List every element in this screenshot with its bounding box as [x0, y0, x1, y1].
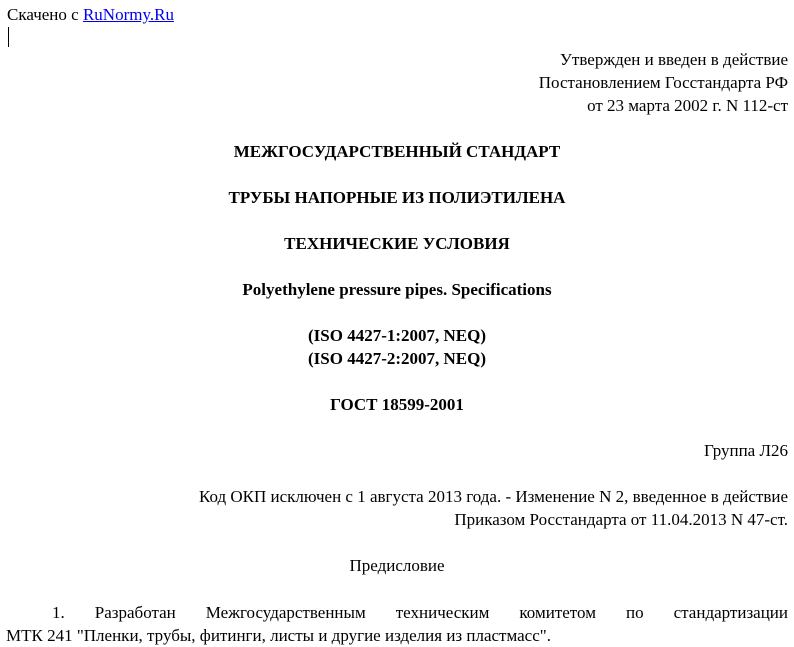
- iso-reference-2: (ISO 4427-2:2007, NEQ): [307, 349, 487, 368]
- standard-type-title: МЕЖГОСУДАРСТВЕННЫЙ СТАНДАРТ: [233, 142, 561, 161]
- standard-name-title: ТРУБЫ НАПОРНЫЕ ИЗ ПОЛИЭТИЛЕНА: [228, 188, 566, 207]
- foreword-item-1-line-1: 1. Разработан Межгосударственным техническим комитетом по стандартизации: [52, 603, 788, 622]
- okp-note-line-1: Код ОКП исключен с 1 августа 2013 года. - Изменение N 2, введенное в действие: [198, 487, 788, 506]
- approval-line-3: от 23 марта 2002 г. N 112-ст: [587, 96, 788, 115]
- english-title: Polyethylene pressure pipes. Specifications: [242, 280, 552, 299]
- iso-reference-1: (ISO 4427-1:2007, NEQ): [307, 326, 487, 345]
- foreword-item-1: [6, 601, 788, 647]
- download-prefix: Скачено с: [7, 5, 83, 24]
- standard-subtitle: ТЕХНИЧЕСКИЕ УСЛОВИЯ: [284, 234, 510, 253]
- text-cursor: [8, 27, 9, 47]
- approval-line-2: Постановлением Госстандарта РФ: [538, 73, 788, 92]
- foreword-heading: Предисловие: [349, 556, 445, 575]
- download-source-line: [7, 5, 174, 25]
- gost-number: ГОСТ 18599-2001: [330, 395, 464, 414]
- runormy-link[interactable]: RuNormy.Ru: [82, 5, 174, 24]
- approval-line-1: Утвержден и введен в действие: [559, 50, 788, 69]
- classification-group: Группа Л26: [703, 441, 788, 460]
- okp-note-line-2: Приказом Росстандарта от 11.04.2013 N 47-ст.: [454, 510, 788, 529]
- foreword-item-1-line-2: МТК 241 "Пленки, трубы, фитинги, листы и другие изделия из пластмасс".: [6, 626, 551, 645]
